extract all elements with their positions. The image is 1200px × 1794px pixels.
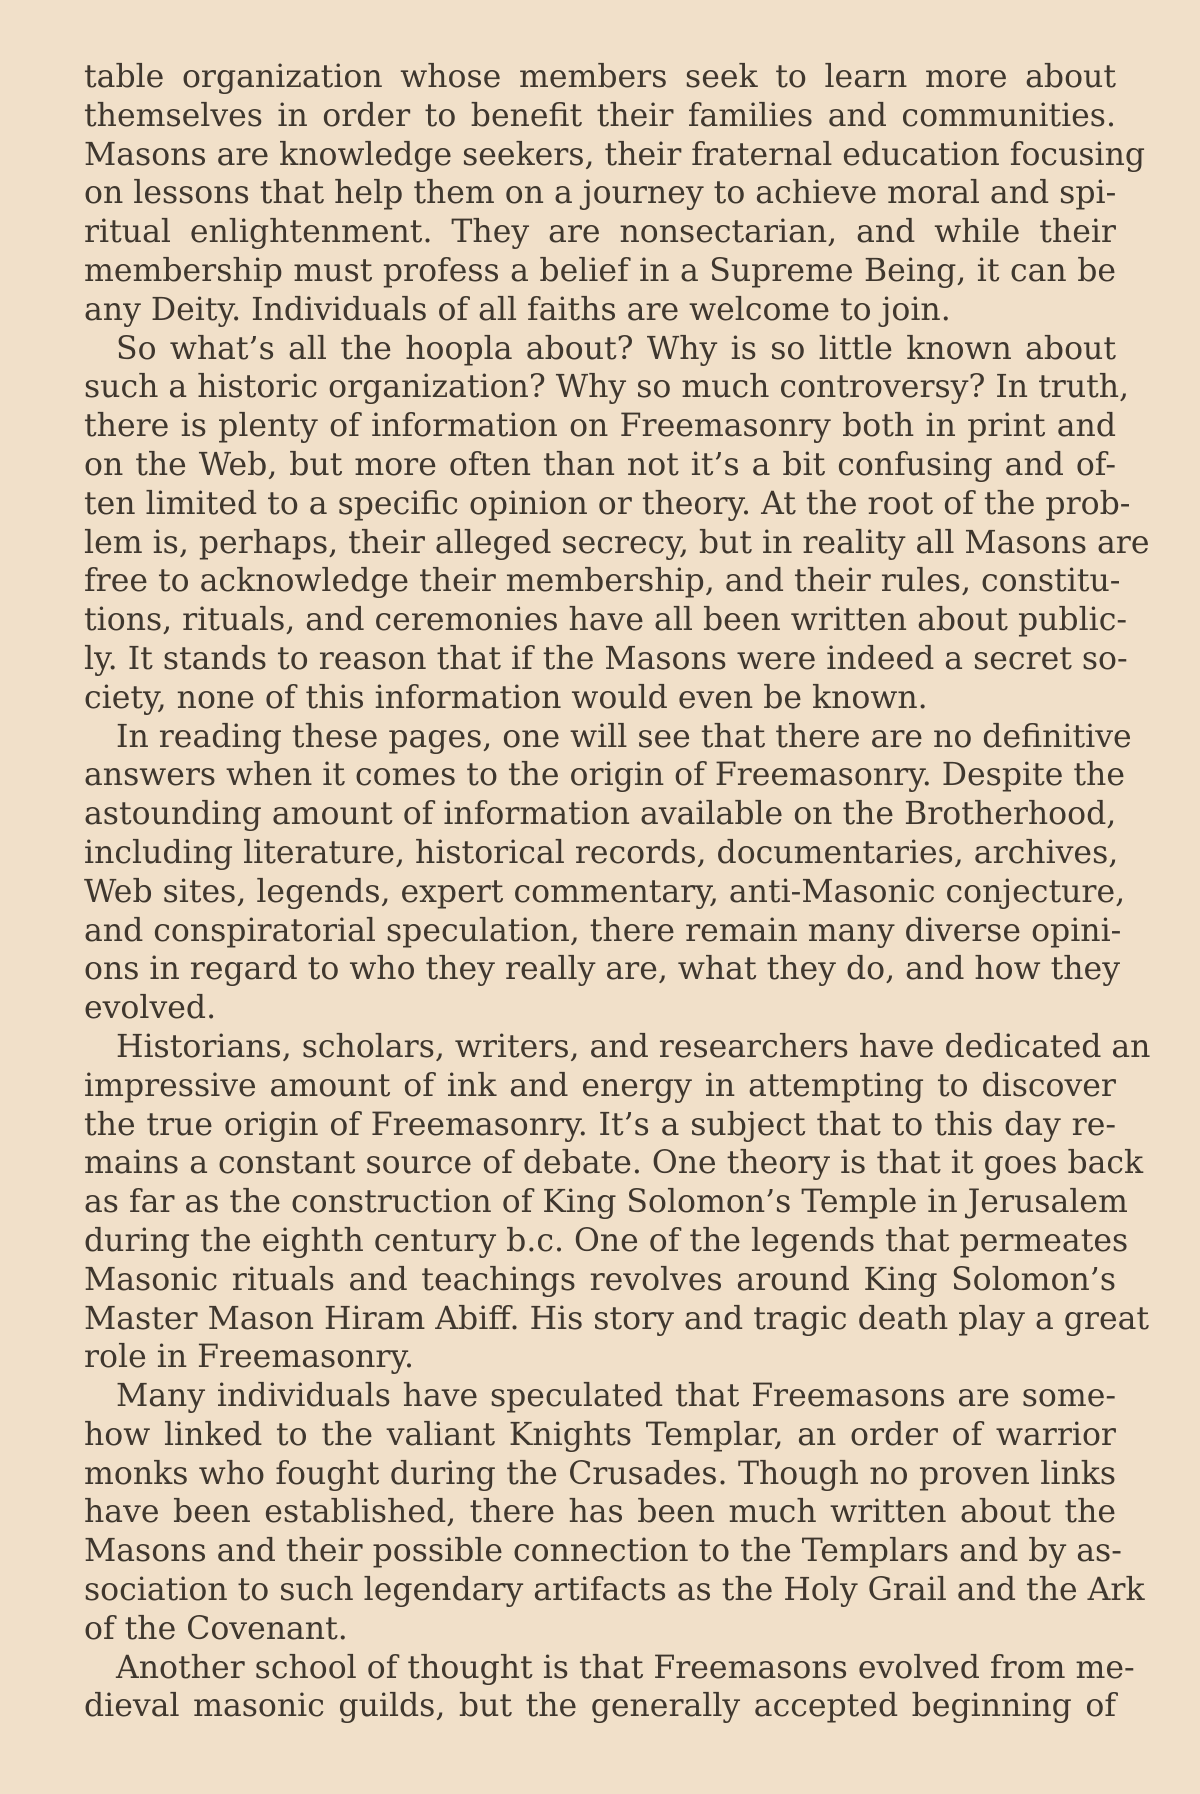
text-line: such a historic organization? Why so much controversy? In truth, — [84, 369, 1130, 406]
text-line: there is plenty of information on Freemasonry both in print and — [84, 408, 1116, 445]
text-line: membership must profess a belief in a Supreme Being, it can be — [84, 252, 1116, 289]
text-line: have been established, there has been much written about the — [84, 1494, 1116, 1531]
text-line: themselves in order to benefit their families and communities. — [84, 97, 1116, 134]
text-line: Masons and their possible connection to the Templars and by as- — [84, 1533, 1122, 1570]
text-line: ten limited to a specific opinion or theory. At the root of the prob- — [84, 485, 1131, 522]
text-line: as far as the construction of King Solomon’s Temple in Jerusalem — [84, 1184, 1128, 1221]
text-line: free to acknowledge their membership, and their rules, constitu- — [84, 563, 1121, 600]
text-line: the true origin of Freemasonry. It’s a subject that to this day re- — [84, 1106, 1116, 1143]
text-line: monks who fought during the Crusades. Though no proven links — [84, 1455, 1116, 1492]
text-line: In reading these pages, one will see that there are no definitive — [116, 718, 1132, 755]
text-line: impressive amount of ink and energy in attempting to discover — [84, 1067, 1116, 1104]
text-line: So what’s all the hoopla about? Why is so little known about — [116, 330, 1116, 367]
text-line: on the Web, but more often than not it’s a bit confusing and of- — [84, 446, 1116, 483]
text-line: Historians, scholars, writers, and researchers have dedicated an — [116, 1028, 1151, 1065]
paragraph-2 — [84, 330, 1150, 718]
paragraph-1 — [84, 58, 1146, 330]
text-line: mains a constant source of debate. One theory is that it goes back — [84, 1145, 1144, 1182]
paragraph-6 — [84, 1649, 1135, 1727]
text-line: how linked to the valiant Knights Templar, an order of warrior — [84, 1416, 1116, 1453]
paragraph-5 — [84, 1377, 1145, 1649]
text-line: ly. It stands to reason that if the Masons were indeed a secret so- — [84, 640, 1128, 677]
text-line: Web sites, legends, expert commentary, anti-Masonic conjecture, — [84, 873, 1126, 910]
text-line: Master Mason Hiram Abiff. His story and tragic death play a great — [84, 1300, 1150, 1337]
text-line: lem is, perhaps, their alleged secrecy, but in reality all Masons are — [84, 524, 1150, 561]
book-page — [84, 58, 1151, 1778]
text-line: Masonic rituals and teachings revolves around King Solomon’s — [84, 1261, 1116, 1298]
text-line: any Deity. Individuals of all faiths are welcome to join. — [84, 291, 951, 328]
text-line: astounding amount of information available on the Brotherhood, — [84, 796, 1117, 833]
text-line: during the eighth century b.c. One of the legends that permeates — [84, 1222, 1129, 1259]
text-line: and conspiratorial speculation, there remain many diverse opini- — [84, 912, 1122, 949]
text-line: dieval masonic guilds, but the generally accepted beginning of — [84, 1688, 1116, 1725]
text-line: Another school of thought is that Freemasons evolved from me- — [116, 1649, 1135, 1686]
text-line: Many individuals have speculated that Freemasons are some- — [116, 1378, 1116, 1415]
text-line: role in Freemasonry. — [84, 1339, 415, 1376]
text-line: table organization whose members seek to learn more about — [84, 59, 1116, 95]
text-line: evolved. — [84, 990, 217, 1027]
paragraph-3 — [84, 718, 1132, 1028]
paragraph-4 — [84, 1028, 1151, 1377]
text-line: tions, rituals, and ceremonies have all been written about public- — [84, 602, 1128, 639]
text-line: on lessons that help them on a journey to achieve moral and spi- — [84, 175, 1117, 212]
text-line: of the Covenant. — [84, 1610, 348, 1647]
text-line: sociation to such legendary artifacts as the Holy Grail and the Ark — [84, 1572, 1145, 1609]
text-line: ons in regard to who they really are, what they do, and how they — [84, 951, 1120, 988]
text-line: ritual enlightenment. They are nonsectarian, and while their — [84, 214, 1116, 251]
text-line: Masons are knowledge seekers, their fraternal education focusing — [84, 136, 1146, 173]
text-line: ciety, none of this information would even be known. — [84, 679, 928, 716]
text-line: answers when it comes to the origin of Freemasonry. Despite the — [84, 757, 1125, 794]
text-line: including literature, historical records, documentaries, archives, — [84, 834, 1119, 871]
